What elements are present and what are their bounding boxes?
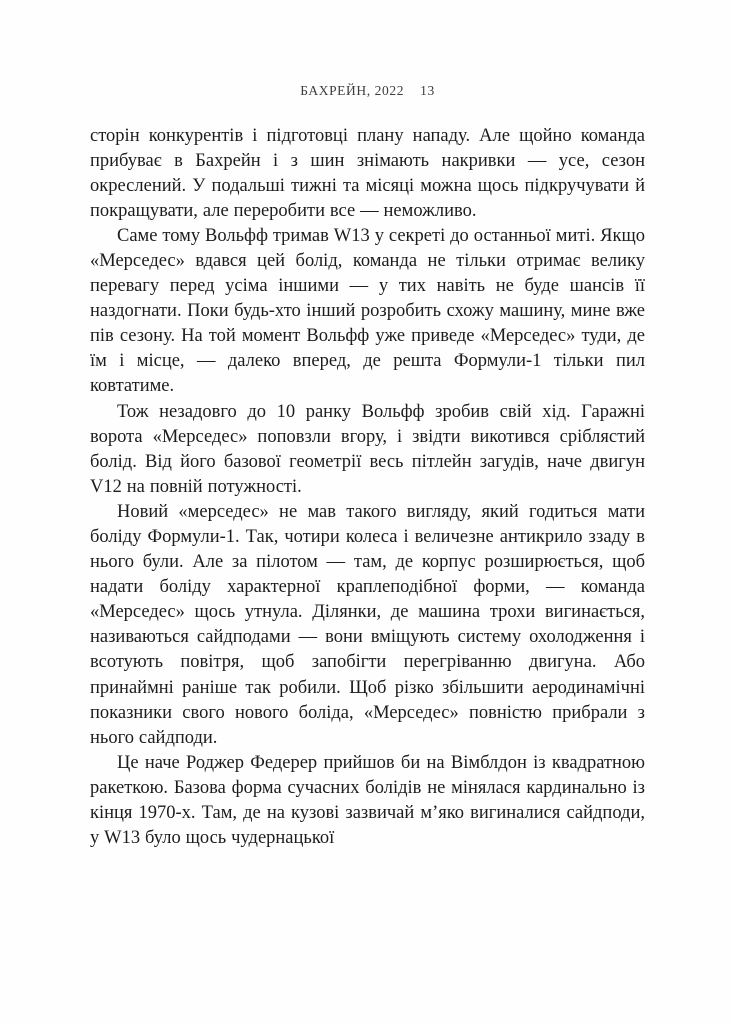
paragraph: сторін конкурентів і підготовці плану нападу. Але щойно команда прибуває в Бахрейн і з шин знімають накривки — усе, сезон окреслений. У подальші тижні та місяці можна щось підкручувати й покращувати, але переробити все — неможливо. (90, 125, 645, 221)
paragraph: Тож незадовго до 10 ранку Вольфф зробив свій хід. Гаражні ворота «Мерседес» поповзли вгору, і звідти викотився сріблястий болід. Від його базової геометрії весь пітлейн загудів, наче двигун V12 на повній потужності. (90, 401, 645, 497)
page-number: 13 (420, 83, 435, 98)
paragraph: Саме тому Вольфф тримав W13 у секреті до останньої миті. Якщо «Мерседес» вдався цей болід, команда не тільки отримає велику перевагу перед усіма іншими — у тих навіть не буде шансів її наздогнати. Поки будь-хто інший розробить схожу машину, мине вже пів сезону. На той момент Вольфф уже приведе «Мерседес» туди, де їм і місце, — далеко вперед, де решта Формули-1 тільки пил ковтатиме. (90, 225, 645, 397)
running-title: БАХРЕЙН, 2022 (300, 83, 405, 98)
paragraph: Новий «мерседес» не мав такого вигляду, який годиться мати боліду Формули-1. Так, чотири колеса і величезне антикрило ззаду в нього були. Але за пілотом — там, де корпус розширюється, щоб надати боліду характерної краплеподібної форми, — команда «Мерседес» щось утнула. Ділянки, де машина трохи вигинається, називаються сайдподами — вони вміщують систему охолодження і всотують повітря, щоб запобігти перегріванню двигуна. Або принаймні раніше так робили. Щоб різко збільшити аеродинамічні показники свого нового боліда, «Мерседес» повністю прибрали з нього сайдподи. (90, 501, 645, 748)
page-header (90, 84, 645, 98)
paragraph: Це наче Роджер Федерер прийшов би на Вімблдон із квадратною ракеткою. Базова форма сучасних болідів не мінялася кардинально із кінця 1970-х. Там, де на кузові зазвичай м’яко вигиналися сайдподи, у W13 було щось чудернацької (90, 752, 645, 849)
body-text (90, 124, 645, 852)
